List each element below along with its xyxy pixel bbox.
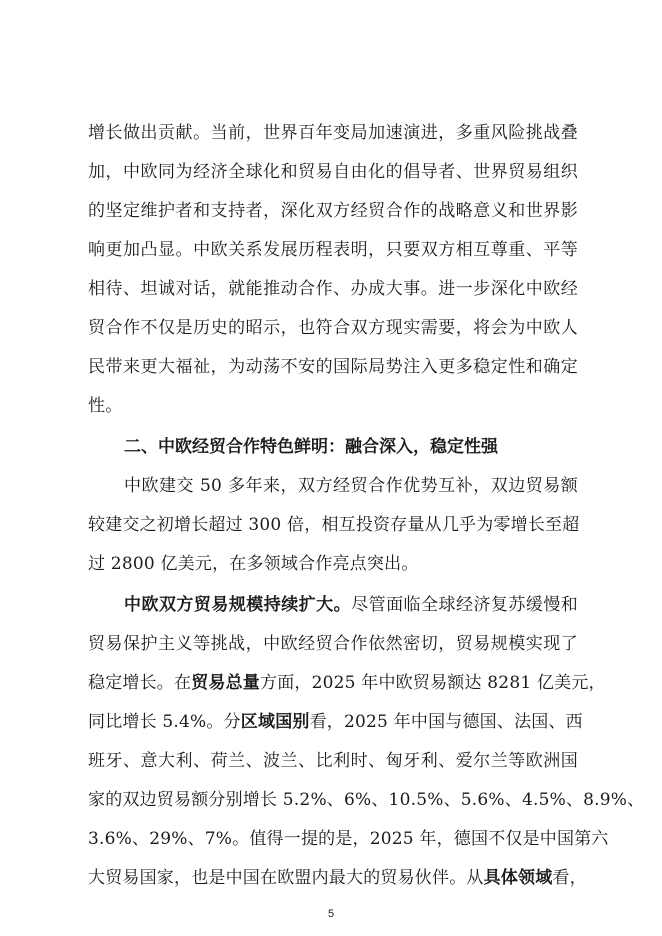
paragraph-line: 较建交之初增长超过 300 倍，相互投资存量从几乎为零增长至超 — [88, 515, 580, 535]
paragraph-line: 贸合作不仅是历史的昭示，也符合双方现实需要，将会为中欧人 — [88, 318, 578, 338]
paragraph-line: 贸易保护主义等挑战，中欧经贸合作依然密切，贸易规模实现了 — [88, 634, 578, 654]
text-span: 方面，2025 年中欧贸易额达 8281 亿美元， — [260, 673, 606, 693]
paragraph-line: 增长做出贡献。当前，世界百年变局加速演进，多重风险挑战叠 — [88, 123, 578, 143]
text-span: 稳定增长。在 — [88, 673, 192, 693]
paragraph-line — [88, 867, 587, 889]
paragraph-line: 过 2800 亿美元，在多领域合作亮点突出。 — [88, 554, 419, 574]
section-heading: 二、中欧经贸合作特色鲜明：融合深入，稳定性强 — [124, 437, 498, 457]
bold-term: 具体领域 — [483, 868, 553, 888]
text-span: 看， — [552, 868, 587, 888]
paragraph-line — [88, 672, 606, 694]
paragraph-line: 加，中欧同为经济全球化和贸易自由化的倡导者、世界贸易组织 — [88, 162, 578, 182]
paragraph-line: 3.6%、29%、7%。值得一提的是，2025 年，德国不仅是中国第六 — [88, 829, 609, 849]
paragraph-line: 民带来更大福祉，为动荡不安的国际局势注入更多稳定性和确定 — [88, 357, 578, 377]
paragraph-line — [88, 711, 583, 733]
paragraph-line: 中欧建交 50 多年来，双方经贸合作优势互补，双边贸易额 — [124, 476, 578, 496]
page-number: 5 — [327, 908, 335, 920]
paragraph-line: 相待、坦诚对话，就能推动合作、办成大事。进一步深化中欧经 — [88, 279, 578, 299]
text-span: 尽管面临全球经济复苏缓慢和 — [351, 595, 578, 615]
paragraph-line: 性。 — [88, 396, 123, 416]
bold-term: 区域国别 — [240, 712, 310, 732]
text-span: 同比增长 5.4%。分 — [88, 712, 241, 732]
paragraph-line: 班牙、意大利、荷兰、波兰、比利时、匈牙利、爱尔兰等欧洲国 — [88, 751, 578, 771]
paragraph-line: 家的双边贸易额分别增长 5.2%、6%、10.5%、5.6%、4.5%、8.9%、 — [88, 790, 645, 810]
paragraph-line: 响更加凸显。中欧关系发展历程表明，只要双方相互尊重、平等 — [88, 240, 578, 260]
text-span: 看，2025 年中国与德国、法国、西 — [309, 712, 583, 732]
paragraph-line — [124, 594, 578, 616]
text-span: 大贸易国家，也是中国在欧盟内最大的贸易伙伴。从 — [88, 868, 484, 888]
bold-lead-phrase: 中欧双方贸易规模持续扩大。 — [124, 595, 352, 615]
bold-term: 贸易总量 — [191, 673, 261, 693]
paragraph-line: 的坚定维护者和支持者，深化双方经贸合作的战略意义和世界影 — [88, 201, 578, 221]
